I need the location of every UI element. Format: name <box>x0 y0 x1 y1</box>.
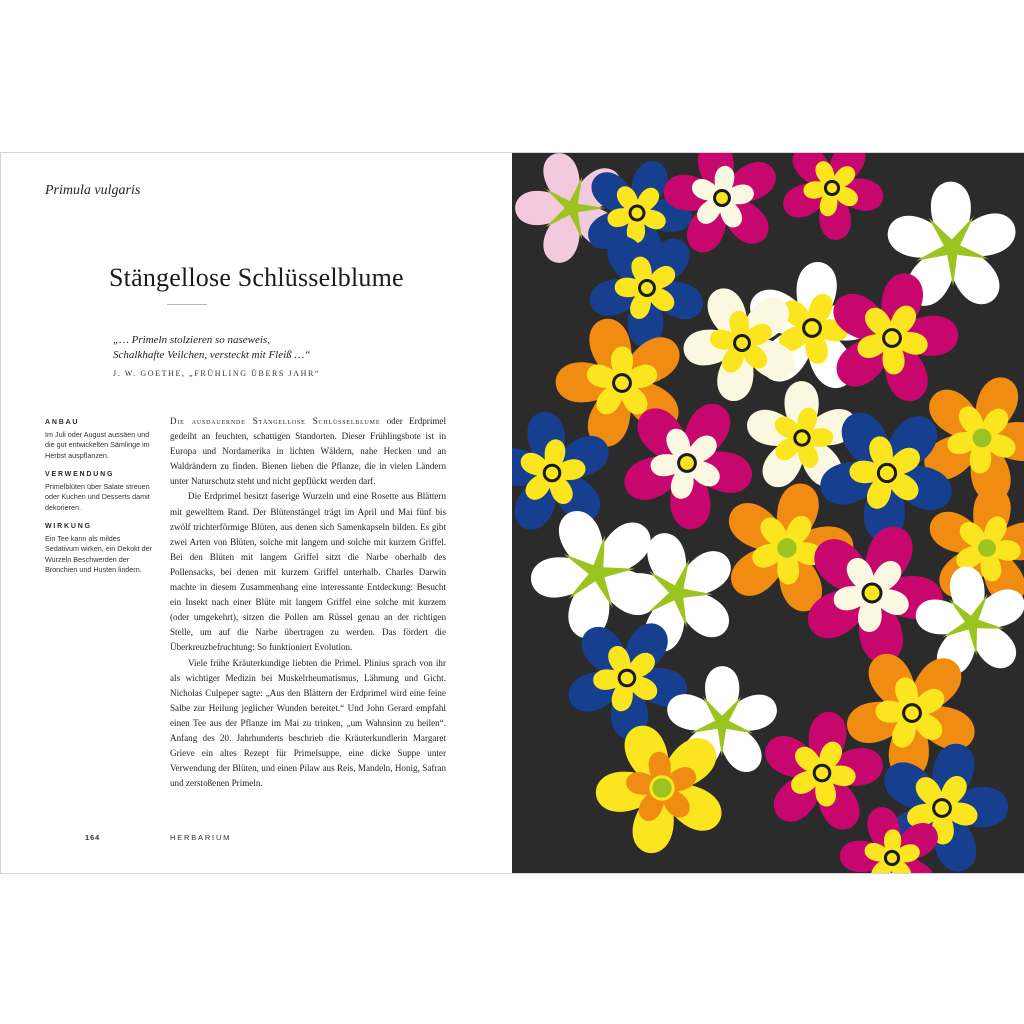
epigraph-line-2: Schalkhafte Veilchen, versteckt mit Fleiß …“ <box>113 349 311 361</box>
flower-center <box>825 181 838 194</box>
sidebar-block-wirkung <box>45 522 153 576</box>
epigraph-source: J. W. GOETHE, „FRÜHLING ÜBERS JAHR“ <box>113 369 321 378</box>
flower-center <box>735 336 750 351</box>
flower-center <box>544 465 560 481</box>
sidebar-text: Ein Tee kann als mildes Sedativum wirken, ein Dekokt der Wurzeln Beschwerden der Bronchien und Husten lindern. <box>45 533 153 574</box>
flower-center <box>795 431 809 445</box>
flower-center <box>679 455 696 472</box>
primrose-flowers-illustration <box>512 153 1024 873</box>
sidebar-heading: VERWENDUNG <box>45 471 115 478</box>
body-paragraph-3: Viele frühe Kräuterkundige liebten die Primel. Plinius sprach von ihr als wichtiger Medizin bei Muskelrheumatismus, Lähmung und Gicht. Nicholas Culpeper sagte: „Aus den Blättern der Erdprimel wird eine feine Salbe zur Heilung jeglicher Wunden bereitet.“ Und John Gerard empfahl einen Tee aus der Pflanze im Mai zu trinken, „um Wahnsinn zu heilen“. Anfang des 20. Jahrhunderts beschrieb die Kräuterkundlerin Margaret Grieve ein altes Rezept für Primelsuppe, eine dicke Suppe unter Verwendung der Blüten, und einen Pilaw aus Reis, Mandeln, Honig, Safran und zerstoßenen Primeln. <box>170 657 446 789</box>
epigraph-line-1: „… Primeln stolzieren so naseweis, <box>113 334 270 346</box>
body-paragraph-1 <box>170 414 446 489</box>
title-divider <box>167 304 207 305</box>
sidebar-heading: WIRKUNG <box>45 523 92 530</box>
flower-center <box>904 705 921 722</box>
flower-center <box>715 191 730 206</box>
right-page <box>512 153 1024 873</box>
flower-center <box>640 281 655 296</box>
book-spread <box>0 152 1024 874</box>
body-text <box>170 414 446 791</box>
flower-center <box>863 584 881 602</box>
flower-center <box>614 375 631 392</box>
flower-center <box>814 765 830 781</box>
flower-center <box>977 538 998 559</box>
page-title: Stängellose Schlüsselblume <box>109 263 404 292</box>
flower-center <box>885 851 898 864</box>
running-title: Primula vulgaris <box>45 183 141 198</box>
flower-center <box>971 427 993 449</box>
sidebar-block-verwendung <box>45 470 153 513</box>
sidebar-text: Im Juli oder August aussäen und die gut entwickelten Sämlinge im Herbst auspflanzen. <box>45 429 150 460</box>
sidebar-block-anbau <box>45 418 153 461</box>
book-title: HERBARIUM <box>170 833 232 842</box>
sidebar-notes <box>45 418 153 585</box>
flower-center <box>619 670 635 686</box>
page-number: 164 <box>85 833 100 842</box>
flower-center <box>630 206 644 220</box>
body-paragraph-1-rest: oder Erdprimel gedeiht an feuchten, schattigen Standorten. Dieser Frühlingsbote ist in Europa und Nordamerika in lichten Wäldern, nahe Hecken und an Waldrändern zu finden. Bienen lieben die Pflanze, die in vielen Ländern unter Naturschutz steht und nicht gepflückt werden darf. <box>170 416 446 487</box>
epigraph <box>113 333 433 381</box>
left-page <box>0 153 512 873</box>
body-paragraph-2: Die Erdprimel besitzt faserige Wurzeln und eine Rosette aus Blättern mit gewelltem Rand. Der Blütenstängel trägt im April und Mai fünf bis zwölf trichterförmige Blüten, aus denen sich Samenkapseln bilden. Es gibt zwei Arten von Blüten, solche mit langem und solche mit kurzem Griffel. Bei den Blüten mit langem Griffel sitzt die Narbe oberhalb des Pollensacks, bei denen mit kurzem Griffel unterhalb. Charles Darwin machte in diesem Zusammenhang eine interessante Entdeckung: Besucht ein Insekt nach einer Blüte mit langem Griffel eine solche mit kurzem (oder umgekehrt), sitzen die Pollen am Rüssel genau an der richtigen Stelle, um auf die Narbe übertragen zu werden. Das fördert die Überkreuzbefruchtung: So funktioniert Evolution. <box>170 491 446 653</box>
sidebar-heading: ANBAU <box>45 419 80 426</box>
flower-center <box>934 800 951 817</box>
flower-center <box>884 330 901 347</box>
flower-center <box>804 320 821 337</box>
sidebar-text: Primelblüten über Salate streuen oder Kuchen und Desserts damit dekorieren. <box>45 481 150 512</box>
flower-center <box>776 537 798 559</box>
flower-center <box>878 464 895 481</box>
flower-center <box>651 777 673 799</box>
body-lead-smallcaps: Die ausdauernde Stängellose Schlüsselblume <box>170 416 381 426</box>
